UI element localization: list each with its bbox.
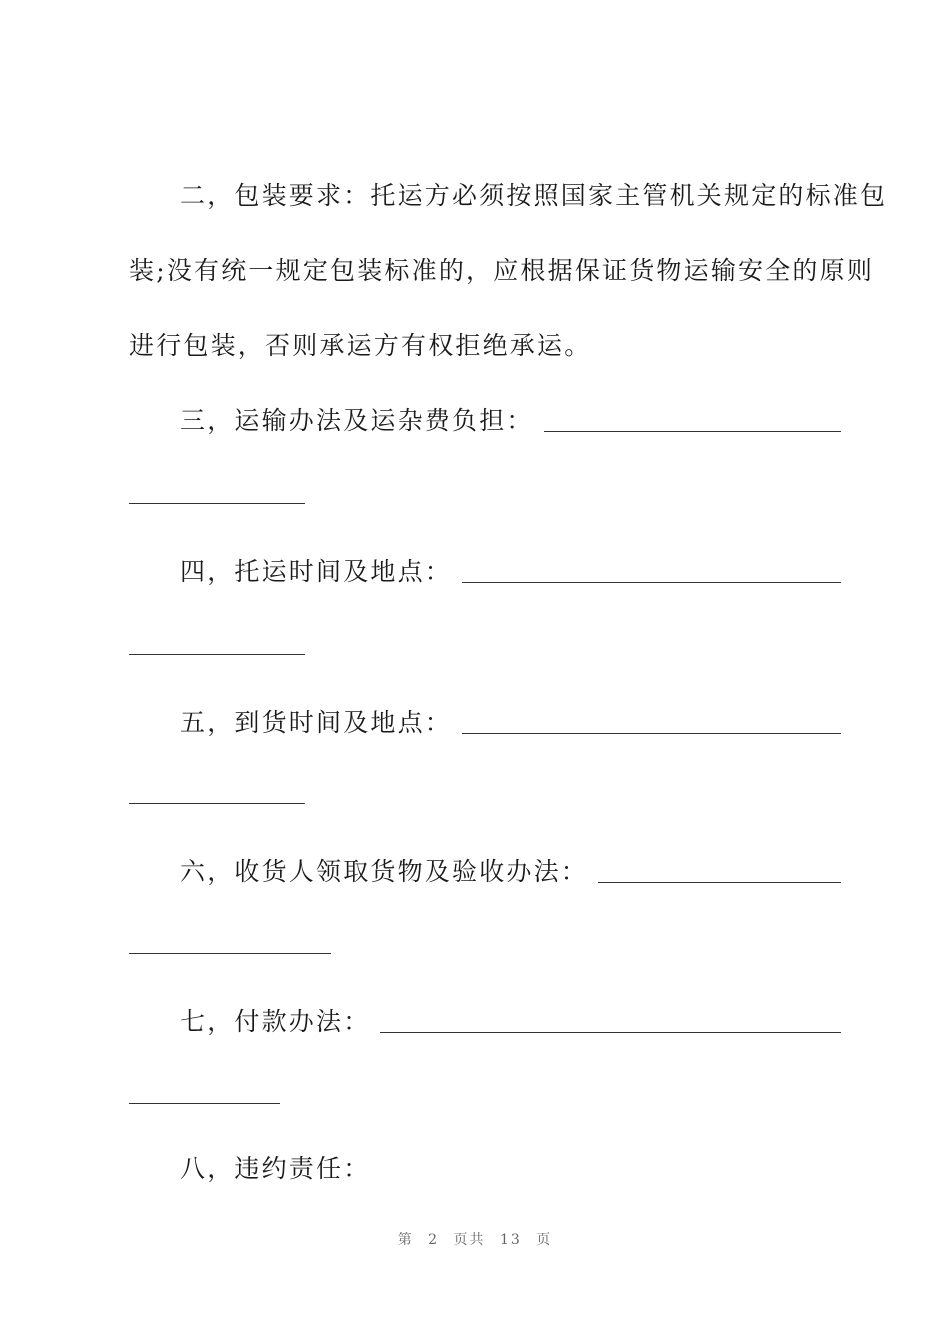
receiving-blank-continuation[interactable] (129, 953, 331, 954)
receiving-label: 六，收货人领取货物及验收办法： (180, 857, 589, 886)
transport-blank-line[interactable] (544, 431, 841, 432)
payment-blank-line[interactable] (380, 1032, 841, 1033)
arrival-label: 五，到货时间及地点： (180, 708, 453, 737)
arrival-blank-line[interactable] (462, 733, 841, 734)
transport-blank-continuation[interactable] (129, 503, 305, 504)
packaging-line-1: 二，包装要求：托运方必须按照国家主管机关规定的标准包 (180, 181, 888, 210)
payment-row (180, 1005, 841, 1039)
receiving-blank-line[interactable] (598, 882, 841, 883)
payment-label: 七，付款办法： (180, 1007, 371, 1036)
arrival-row (180, 706, 841, 740)
payment-blank-continuation[interactable] (129, 1103, 280, 1104)
shipping-label: 四，托运时间及地点： (180, 557, 453, 586)
packaging-line-2: 装;没有统一规定包装标准的，应根据保证货物运输安全的原则 (129, 256, 875, 285)
breach-label: 八，违约责任： (180, 1154, 371, 1183)
shipping-row (180, 555, 841, 589)
shipping-blank-continuation[interactable] (129, 654, 305, 655)
page-footer: 第 2 页共 13 页 (397, 1232, 553, 1248)
receiving-row (180, 855, 841, 889)
transport-label: 三，运输办法及运杂费负担： (180, 406, 534, 435)
transport-row (180, 404, 841, 438)
packaging-line-3: 进行包装，否则承运方有权拒绝承运。 (129, 331, 592, 360)
shipping-blank-line[interactable] (462, 582, 841, 583)
arrival-blank-continuation[interactable] (129, 803, 305, 804)
